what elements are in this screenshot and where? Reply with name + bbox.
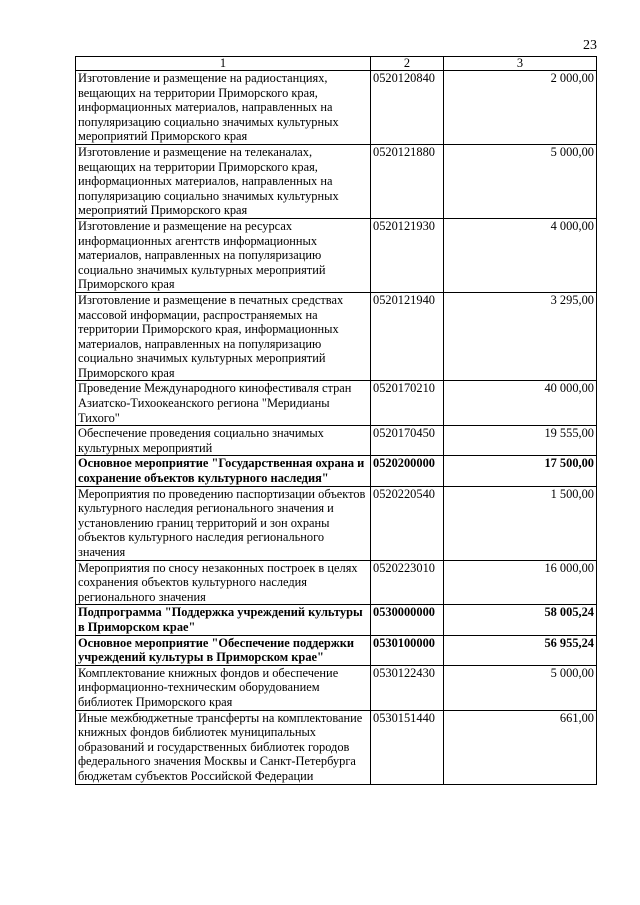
table-header-row	[76, 57, 597, 71]
table-row	[76, 560, 597, 605]
row-code-cell: 0530100000	[371, 635, 444, 665]
table-row	[76, 426, 597, 456]
table-row	[76, 665, 597, 710]
row-name-cell: Изготовление и размещение в печатных средствах массовой информации, распространяемых на территории Приморского края, информационных материалов, направленных на популяризацию социально значимых культурных мероприятий Приморского края	[76, 292, 371, 381]
row-code-cell: 0520121940	[371, 292, 444, 381]
row-name-cell: Изготовление и размещение на телеканалах, вещающих на территории Приморского края, информационных материалов, направленных на популяризацию социально значимых культурных мероприятий Приморского края	[76, 144, 371, 218]
column-header-1: 1	[76, 57, 371, 71]
row-name-cell: Мероприятия по сносу незаконных построек в целях сохранения объектов культурного наследия регионального значения	[76, 560, 371, 605]
row-name-cell: Основное мероприятие "Государственная охрана и сохранение объектов культурного наследия"	[76, 456, 371, 486]
table-row	[76, 635, 597, 665]
table-body	[76, 71, 597, 785]
table-row	[76, 71, 597, 145]
row-name-cell: Проведение Международного кинофестиваля стран Азиатско-Тихоокеанского региона "Меридианы Тихого"	[76, 381, 371, 426]
row-name-cell: Иные межбюджетные трансферты на комплектование книжных фондов библиотек муниципальных образований и государственных библиотек городов федерального значения Москвы и Санкт-Петербурга бюджетам субъектов Российской Федерации	[76, 710, 371, 784]
row-code-cell: 0520200000	[371, 456, 444, 486]
table-row	[76, 456, 597, 486]
row-code-cell: 0530000000	[371, 605, 444, 635]
table-row	[76, 144, 597, 218]
row-amount-cell: 3 295,00	[444, 292, 597, 381]
row-amount-cell: 4 000,00	[444, 218, 597, 292]
row-code-cell: 0520120840	[371, 71, 444, 145]
row-amount-cell: 5 000,00	[444, 665, 597, 710]
row-code-cell: 0520170210	[371, 381, 444, 426]
row-name-cell: Основное мероприятие "Обеспечение поддержки учреждений культуры в Приморском крае"	[76, 635, 371, 665]
row-name-cell: Комплектование книжных фондов и обеспечение информационно-техническим оборудованием библиотек Приморского края	[76, 665, 371, 710]
column-header-3: 3	[444, 57, 597, 71]
row-code-cell: 0520121930	[371, 218, 444, 292]
column-header-2: 2	[371, 57, 444, 71]
table-row	[76, 605, 597, 635]
row-name-cell: Подпрограмма "Поддержка учреждений культуры в Приморском крае"	[76, 605, 371, 635]
row-amount-cell: 40 000,00	[444, 381, 597, 426]
row-code-cell: 0530122430	[371, 665, 444, 710]
row-amount-cell: 58 005,24	[444, 605, 597, 635]
row-name-cell: Мероприятия по проведению паспортизации объектов культурного наследия регионального значения и установлению границ территорий и зон охраны объектов культурного наследия регионального значения	[76, 486, 371, 560]
row-amount-cell: 5 000,00	[444, 144, 597, 218]
row-name-cell: Обеспечение проведения социально значимых культурных мероприятий	[76, 426, 371, 456]
table-row	[76, 218, 597, 292]
table-row	[76, 381, 597, 426]
page-number: 23	[583, 38, 597, 53]
table-row	[76, 486, 597, 560]
row-code-cell: 0530151440	[371, 710, 444, 784]
row-amount-cell: 17 500,00	[444, 456, 597, 486]
row-code-cell: 0520170450	[371, 426, 444, 456]
row-name-cell: Изготовление и размещение на радиостанциях, вещающих на территории Приморского края, информационных материалов, направленных на популяризацию социально значимых культурных мероприятий Приморского края	[76, 71, 371, 145]
row-amount-cell: 1 500,00	[444, 486, 597, 560]
table-row	[76, 292, 597, 381]
row-name-cell: Изготовление и размещение на ресурсах информационных агентств информационных материалов, направленных на популяризацию социально значимых культурных мероприятий Приморского края	[76, 218, 371, 292]
row-amount-cell: 19 555,00	[444, 426, 597, 456]
row-code-cell: 0520223010	[371, 560, 444, 605]
row-amount-cell: 2 000,00	[444, 71, 597, 145]
row-code-cell: 0520121880	[371, 144, 444, 218]
budget-table	[75, 56, 597, 785]
row-code-cell: 0520220540	[371, 486, 444, 560]
row-amount-cell: 661,00	[444, 710, 597, 784]
table-row	[76, 710, 597, 784]
row-amount-cell: 56 955,24	[444, 635, 597, 665]
row-amount-cell: 16 000,00	[444, 560, 597, 605]
